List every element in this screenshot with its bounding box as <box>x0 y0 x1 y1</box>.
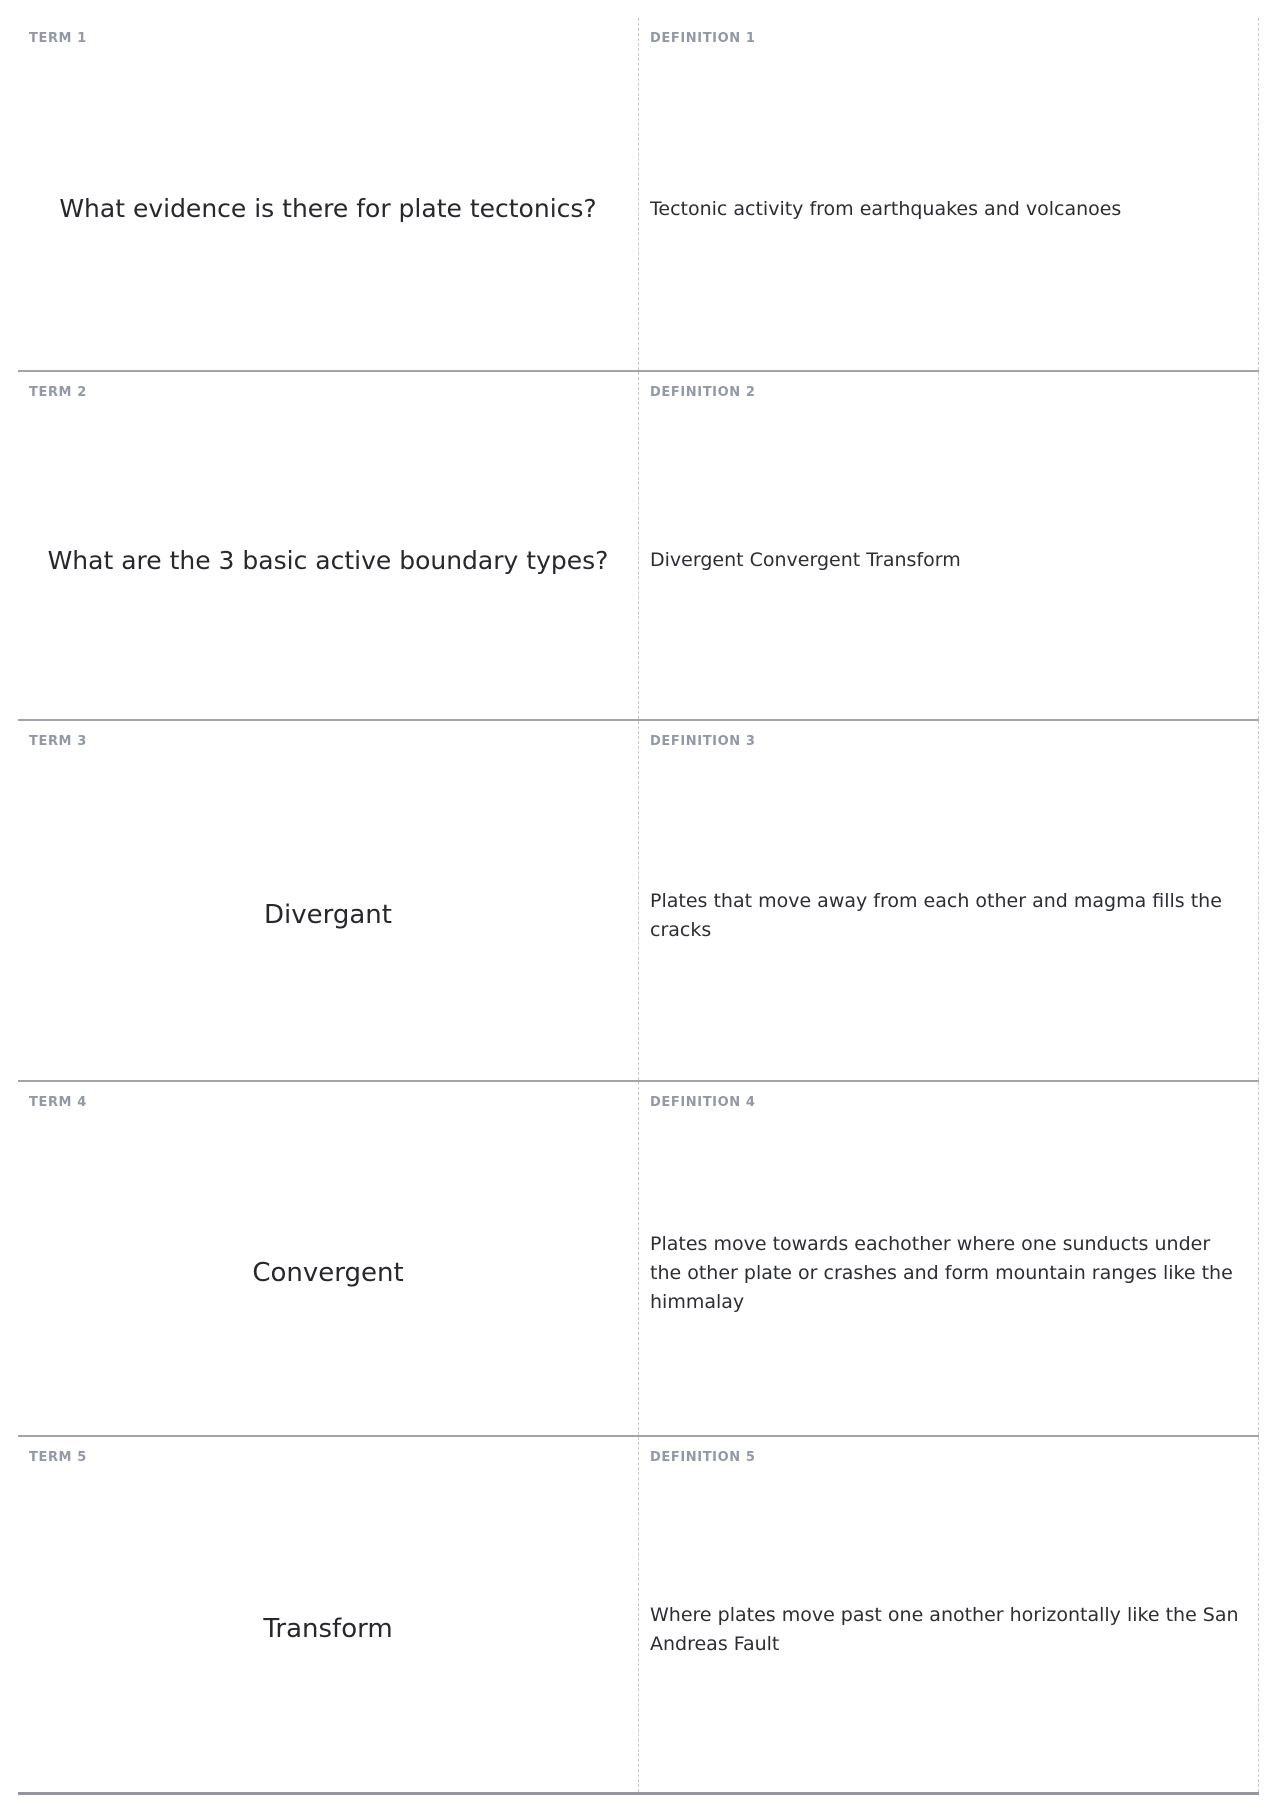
definition-text: Plates that move away from each other and magma fills the cracks <box>650 889 1222 941</box>
definition-body <box>639 721 1258 1080</box>
term-text: What are the 3 basic active boundary types? <box>47 545 609 575</box>
term-text: Divergant <box>264 899 392 930</box>
term-body <box>18 1082 638 1435</box>
term-text: What evidence is there for plate tectonics? <box>59 194 597 224</box>
definition-label: DEFINITION 1 <box>650 31 756 46</box>
definition-label: DEFINITION 3 <box>650 734 756 749</box>
definition-body <box>639 18 1258 370</box>
flashcard-table <box>18 18 1259 1795</box>
term-body <box>18 372 638 719</box>
definition-body <box>639 372 1258 719</box>
term-text: Transform <box>263 1613 393 1644</box>
flashcard-row <box>18 18 1259 372</box>
definition-cell <box>639 18 1259 370</box>
definition-label: DEFINITION 4 <box>650 1095 756 1110</box>
term-body <box>18 18 638 370</box>
term-body <box>18 721 638 1080</box>
definition-cell <box>639 1437 1259 1792</box>
flashcard-row <box>18 721 1259 1082</box>
term-cell <box>18 18 639 370</box>
definition-text: Plates move towards eachother where one sunducts under the other plate or crashes and form mountain ranges like the himmalay <box>650 1233 1233 1313</box>
definition-text: Tectonic activity from earthquakes and volcanoes <box>650 197 1122 220</box>
term-label: TERM 4 <box>29 1095 87 1110</box>
term-label: TERM 3 <box>29 734 87 749</box>
term-cell <box>18 721 639 1080</box>
definition-cell <box>639 1082 1259 1435</box>
term-text: Convergent <box>252 1257 404 1288</box>
term-label: TERM 5 <box>29 1450 87 1465</box>
definition-text: Divergent Convergent Transform <box>650 549 961 571</box>
term-label: TERM 2 <box>29 385 87 400</box>
definition-cell <box>639 721 1259 1080</box>
term-cell <box>18 1082 639 1435</box>
definition-label: DEFINITION 2 <box>650 385 756 400</box>
term-label: TERM 1 <box>29 31 87 46</box>
definition-body <box>639 1437 1258 1792</box>
definition-text: Where plates move past one another horizontally like the San Andreas Fault <box>650 1603 1239 1655</box>
term-cell <box>18 372 639 719</box>
term-cell <box>18 1437 639 1792</box>
flashcard-row <box>18 372 1259 721</box>
term-body <box>18 1437 638 1792</box>
flashcard-row <box>18 1437 1259 1792</box>
definition-body <box>639 1082 1258 1435</box>
flashcard-row <box>18 1082 1259 1437</box>
flashcard-sheet <box>18 18 1259 1795</box>
definition-label: DEFINITION 5 <box>650 1450 756 1465</box>
definition-cell <box>639 372 1259 719</box>
